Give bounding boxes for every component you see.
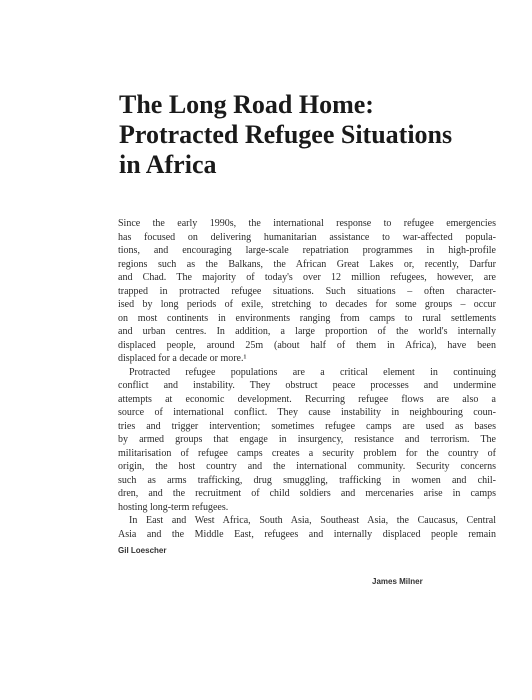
body-line: Since the early 1990s, the international response to refugee emergencies [118,218,496,229]
title-line-3: in Africa [119,150,217,179]
author-name-second: James Milner [372,577,423,586]
body-line: tries and trigger intervention; sometimes refugee camps are used as bases [118,420,496,432]
body-line: and Chad. The majority of today's over 12 million refugees, however, are [118,272,496,283]
body-line: militarisation of refugee camps creates a security problem for the country of [118,447,496,459]
paragraph-2 [118,366,496,515]
body-line: conflict and instability. They obstruct peace processes and undermine [118,380,496,391]
title-line-1: The Long Road Home: [119,90,374,119]
body-line: origin, the host country and the international community. Security concerns [118,461,496,472]
paragraph-3 [118,514,496,541]
title-line-2: Protracted Refugee Situations [119,120,453,149]
body-line: ised by long periods of exile, stretching to decades for some groups – occur [118,299,496,310]
body-line: attempts at economic development. Recurring refugee flows are also a [118,393,496,405]
body-line: Asia and the Middle East, refugees and internally displaced people remain [118,528,496,540]
body-line: displaced people, around 25m (about half of them in Africa), have been [118,339,496,351]
body-line: by armed groups that engage in insurgency, resistance and terrorism. The [118,434,496,445]
body-line: and urban centres. In addition, a large proportion of the world's internally [118,326,496,337]
body-line: such as arms trafficking, drug smuggling, trafficking in women and chil- [118,474,496,486]
body-line: regions such as the Balkans, the African Great Lakes or, recently, Darfur [118,258,496,270]
body-line: on most continents in environments ranging from camps to rural settlements [118,312,496,324]
body-line: tions, and encouraging large-scale repatriation programmes in high-profile [118,245,496,256]
article-body [118,217,496,541]
body-line: hosting long-term refugees. [118,501,229,513]
body-line: Protracted refugee populations are a critical element in continuing [129,366,496,378]
body-line: trapped in protracted refugee situations. Such situations – often character- [118,285,496,297]
body-line: source of international conflict. They cause instability in neighbouring coun- [118,407,496,418]
article-title [119,90,499,180]
body-line: displaced for a decade or more.¹ [118,353,247,364]
paragraph-1 [118,217,496,366]
body-line: dren, and the recruitment of child soldiers and mercenaries arise in camps [118,488,496,499]
author-name-first: Gil Loescher [118,546,167,555]
body-line: In East and West Africa, South Asia, Southeast Asia, the Caucasus, Central [129,515,496,526]
body-line: has focused on delivering humanitarian assistance to war-affected popula- [118,231,496,243]
